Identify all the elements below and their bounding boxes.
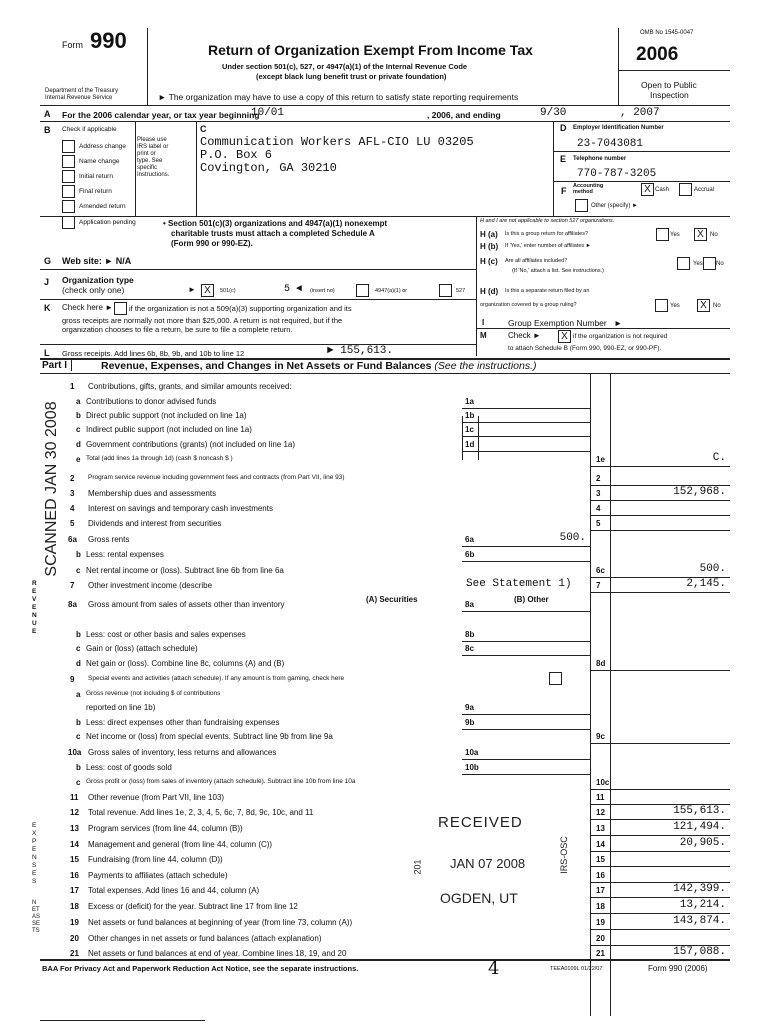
line-a-mid: , 2006, and ending — [427, 110, 501, 120]
line-description: Direct public support (not included on line 1a) — [86, 411, 247, 420]
initial-return-checkbox[interactable] — [62, 170, 75, 183]
line-amount[interactable]: 152,968. — [673, 486, 726, 498]
line-description: Program services (from line 44, column (B)) — [88, 824, 243, 833]
line-amount[interactable]: 20,905. — [679, 837, 726, 849]
other-method-label: Other (specify) ► — [591, 203, 638, 209]
section-501-text-3: (Form 990 or 990-EZ). — [171, 239, 253, 248]
received-code-right: IRS-OSC — [558, 836, 569, 874]
4947-label: 4947(a)(1) or — [375, 288, 408, 294]
line-description: Total expenses. Add lines 16 and 44, column (A) — [88, 886, 260, 895]
line-description: Net assets or fund balances at beginning of year (from line 73, column (A)) — [88, 918, 353, 927]
line-description: Less: rental expenses — [86, 550, 164, 559]
schedule-b-checkbox[interactable]: X — [558, 330, 571, 343]
ha-label: H (a) — [480, 230, 498, 239]
line-description: Less: cost or other basis and sales expenses — [86, 630, 246, 639]
line-number: a — [76, 690, 81, 699]
line-reference: 1d — [465, 440, 475, 449]
line-description: Payments to affiliates (attach schedule) — [88, 871, 228, 880]
line-number: e — [76, 455, 81, 464]
line-description: Net income or (loss) from special events. Subtract line 9b from line 9a — [86, 732, 333, 741]
line-description: reported on line 1b) — [86, 703, 156, 712]
line-number: 1 — [70, 382, 75, 391]
accounting-method-label: Accounting method — [573, 183, 604, 195]
hc-yes-checkbox[interactable] — [677, 257, 690, 270]
tax-year-end-year: , 2007 — [620, 107, 660, 119]
line-description: Net gain or (loss). Combine line 8c, columns (A) and (B) — [86, 659, 285, 668]
line-number: c — [76, 644, 81, 653]
line-amount[interactable]: C. — [712, 452, 726, 464]
line-number: 5 — [70, 519, 75, 528]
arrow-j: ► — [188, 285, 196, 294]
received-date-stamp: JAN 07 2008 — [450, 856, 526, 871]
received-stamp: RECEIVED — [438, 814, 523, 831]
organization-name: Communication Workers AFL-CIO LU 03205 — [200, 135, 474, 149]
line-description: Interest on savings and temporary cash investments — [88, 504, 273, 513]
accrual-checkbox[interactable] — [679, 183, 692, 196]
line-reference: 1c — [465, 425, 474, 434]
line-amount[interactable]: 142,399. — [673, 883, 726, 895]
org-type-sub: (check only one) — [62, 285, 125, 295]
line-description: Gross profit or (loss) from sales of inventory (attach schedule). Subtract line 10b from line 10a — [86, 778, 356, 785]
section-h-note: H and I are not applicable to section 527 organizations. — [480, 218, 615, 224]
gross-receipts-value: ► 155,613. — [327, 345, 394, 357]
part-1-label: Part I — [42, 360, 72, 371]
line-reference: 16 — [596, 871, 605, 880]
line-number: c — [76, 778, 81, 787]
line-description: Net assets or fund balances at end of year. Combine lines 18, 19, and 20 — [88, 949, 347, 958]
line-a-text: For the 2006 calendar year, or tax year beginning — [62, 110, 260, 120]
line-description: Other changes in net assets or fund balances (attach explanation) — [88, 934, 322, 943]
line-reference: 2 — [596, 474, 601, 483]
line-reference: 13 — [596, 824, 605, 833]
line-amount[interactable]: 143,874. — [673, 915, 726, 927]
line-number: 20 — [70, 934, 79, 943]
line-reference: 1a — [465, 397, 474, 406]
tax-year: 2006 — [636, 44, 679, 65]
m-text-2: if the organization is not required — [573, 333, 668, 340]
section-f-label: F — [561, 186, 567, 196]
i-label: I — [482, 318, 485, 327]
address-change-label: Address change — [79, 143, 126, 150]
line-amount[interactable]: 13,214. — [679, 899, 726, 911]
form-label: Form — [62, 40, 83, 50]
securities-column-header: (A) Securities — [366, 595, 418, 604]
line-reference: 1e — [596, 455, 605, 464]
other-method-checkbox[interactable] — [575, 199, 588, 212]
dept-line-1: Department of the Treasury — [45, 88, 119, 94]
line-number: 3 — [70, 489, 75, 498]
ha-no-label: No — [710, 232, 718, 238]
hc-no-checkbox[interactable] — [703, 257, 716, 270]
line-number: 7 — [70, 581, 75, 590]
line-description: Program service revenue including government fees and contracts (from Part VII, line 93) — [88, 474, 345, 481]
line-reference: 15 — [596, 855, 605, 864]
revenue-sidebar: REVENUE — [32, 580, 37, 635]
omb-number: OMB No 1545-0047 — [640, 30, 694, 36]
group-exemption-label: Group Exemption Number ► — [508, 318, 623, 328]
4947-checkbox[interactable] — [356, 284, 369, 297]
line-number: 12 — [70, 808, 79, 817]
hb-text: If 'Yes,' enter number of affiliates ► — [505, 243, 592, 249]
line-number: 17 — [70, 886, 79, 895]
application-pending-checkbox[interactable] — [62, 216, 75, 229]
line-number: 18 — [70, 902, 79, 911]
org-type-label: Organization type — [62, 275, 134, 285]
527-checkbox[interactable] — [439, 284, 452, 297]
line-description: Management and general (from line 44, column (C)) — [88, 840, 273, 849]
line-description: Excess or (deficit) for the year. Subtract line 17 from line 12 — [88, 902, 298, 911]
line-description: Gross sales of inventory, less returns and allowances — [88, 748, 277, 757]
phone-label: Telephone number — [573, 156, 627, 162]
name-change-checkbox[interactable] — [62, 155, 75, 168]
line-description: Dividends and interest from securities — [88, 519, 222, 528]
line-number: b — [76, 411, 81, 420]
line-number: 21 — [70, 949, 79, 958]
hd-no-checkbox[interactable]: X — [697, 299, 710, 312]
form-code: TEEA0109L 01/22/07 — [550, 966, 603, 972]
website-label: Web site: ► N/A — [62, 256, 132, 266]
line-k-text-4: organization chooses to file a return, be sure to file a complete return. — [62, 325, 293, 334]
line-reference: 18 — [596, 902, 605, 911]
line-j-label: J — [44, 277, 50, 287]
501c-number: 5 ◄ — [284, 284, 303, 295]
line-description: Other investment income (describe — [88, 581, 213, 590]
section-d-label: D — [560, 123, 567, 133]
line-amount[interactable]: 500. — [699, 563, 726, 575]
line-description: Fundraising (from line 44, column (D)) — [88, 855, 223, 864]
line-number: 15 — [70, 855, 79, 864]
final-return-label: Final return — [79, 188, 112, 195]
check-if-applicable: Check if applicable — [62, 126, 117, 133]
application-pending-label: Application pending — [79, 219, 136, 226]
ha-yes-label: Yes — [670, 232, 680, 238]
line-number: 9 — [70, 675, 75, 684]
line-reference: 8a — [465, 600, 474, 609]
ein-value: 23-7043081 — [577, 138, 644, 150]
scanned-stamp: SCANNED JAN 30 2008 — [43, 401, 60, 577]
line-number: 14 — [70, 840, 79, 849]
page-title: Return of Organization Exempt From Income Tax — [208, 42, 533, 58]
line-description: Total revenue. Add lines 1e, 2, 3, 4, 5, 6c, 7, 8d, 9c, 10c, and 11 — [88, 808, 314, 817]
hd-no-label: No — [713, 303, 721, 309]
line-amount[interactable]: 157,088. — [673, 946, 726, 958]
line-number: 11 — [70, 793, 79, 802]
527-label: 527 — [456, 288, 466, 294]
line-number: b — [76, 630, 81, 639]
received-code-left: 201 — [412, 859, 423, 875]
open-public-2: Inspection — [650, 90, 689, 100]
handwritten-page-mark: 4 — [488, 958, 500, 979]
irs-label-instructions: Please use IRS label or print or type. See specific Instructions. — [137, 137, 170, 178]
line-number: 10a — [68, 748, 82, 757]
ein-label: Employer Identification Number — [573, 125, 664, 131]
ogden-stamp: OGDEN, UT — [440, 890, 518, 906]
line-reference: 1b — [465, 411, 475, 420]
line-reference: 8c — [465, 644, 474, 653]
line-reference: 12 — [596, 808, 605, 817]
line-g-label: G — [44, 256, 52, 266]
subtitle-1: Under section 501(c), 527, or 4947(a)(1) of the Internal Revenue Code — [222, 62, 468, 71]
line-reference: 8d — [596, 659, 606, 668]
m-check-text: Check ► — [508, 331, 541, 340]
line-k-text-2: if the organization is not a 509(a)(3) supporting organization and its — [129, 304, 352, 313]
initial-return-label: Initial return — [79, 173, 113, 180]
line-description: Net rental income or (loss). Subtract line 6b from line 6a — [86, 566, 284, 575]
line-7-statement: See Statement 1) — [466, 578, 572, 590]
section-c-label: C — [200, 124, 207, 134]
line-number: c — [76, 425, 81, 434]
line-reference: 9b — [465, 718, 475, 727]
line-amount[interactable]: 500. — [559, 532, 586, 544]
open-public-1: Open to Public — [641, 80, 697, 90]
form-ref: Form 990 (2006) — [648, 964, 708, 973]
amended-return-label: Amended return — [79, 203, 126, 210]
name-change-label: Name change — [79, 158, 120, 165]
line-number: b — [76, 763, 81, 772]
cash-label: Cash — [655, 187, 670, 193]
hc-label: H (c) — [480, 257, 498, 266]
organization-address: P.O. Box 6 — [200, 148, 273, 162]
line-description: Less: direct expenses other than fundraising expenses — [86, 718, 280, 727]
line-reference: 21 — [596, 949, 605, 958]
line-reference: 4 — [596, 504, 601, 513]
line-number: 8a — [68, 600, 77, 609]
line-reference: 6a — [465, 535, 474, 544]
ha-text: Is this a group return for affiliates? — [505, 231, 589, 237]
line-reference: 19 — [596, 918, 605, 927]
final-return-checkbox[interactable] — [62, 185, 75, 198]
line-description: Indirect public support (not included on line 1a) — [86, 425, 252, 434]
line-number: d — [76, 659, 81, 668]
line-reference: 9a — [465, 703, 474, 712]
hd-text-2: organization covered by a group ruling? — [480, 302, 577, 308]
ha-no-checkbox[interactable]: X — [694, 228, 707, 241]
address-change-checkbox[interactable] — [62, 140, 75, 153]
line-reference: 20 — [596, 934, 605, 943]
line-reference: 17 — [596, 886, 605, 895]
accrual-label: Accrual — [694, 187, 715, 193]
hc-note: (If 'No,' attach a list. See instructions.) — [512, 268, 604, 274]
hb-label: H (b) — [480, 242, 499, 251]
line-reference: 3 — [596, 489, 601, 498]
section-501-text-1: • Section 501(c)(3) organizations and 4947(a)(1) nonexempt — [163, 219, 388, 228]
ha-yes-checkbox[interactable] — [656, 228, 669, 241]
part-1-instructions: (See the instructions.) — [434, 360, 537, 372]
line-amount[interactable]: 121,494. — [673, 821, 726, 833]
line-number: 13 — [70, 824, 79, 833]
organization-city: Covington, GA 30210 — [200, 161, 337, 175]
line-number: b — [76, 718, 81, 727]
line-amount[interactable]: 2,145. — [686, 578, 726, 590]
tax-year-begin: 10/01 — [251, 107, 285, 119]
part-1-title: Revenue, Expenses, and Changes in Net Assets or Fund Balances (See the instructions.) — [101, 360, 537, 372]
dept-line-2: Internal Revenue Service — [45, 95, 113, 101]
line-k-text-3: gross receipts are normally not more than $25,000. A return is not required, but if the — [62, 316, 343, 325]
net-assets-sidebar: NET ASSETS — [32, 900, 41, 934]
line-number: 6a — [68, 535, 77, 544]
line-reference: 5 — [596, 519, 601, 528]
line-number: b — [76, 550, 81, 559]
other-column-header: (B) Other — [514, 595, 549, 604]
line-description: Other revenue (from Part VII, line 103) — [88, 793, 225, 802]
line-number: d — [76, 440, 81, 449]
line-k-check: Check here ► — [62, 303, 114, 312]
line-description: Contributions, gifts, grants, and similar amounts received: — [88, 382, 292, 391]
line-number: a — [76, 397, 81, 406]
hc-no-label: No — [716, 261, 724, 267]
line-description: Total (add lines 1a through 1d) (cash $ noncash $ ) — [86, 455, 233, 462]
insert-no-label: (insert no) — [310, 288, 335, 294]
expenses-sidebar: EXPENSES — [32, 822, 37, 885]
line-reference: 14 — [596, 840, 605, 849]
501c-checkbox[interactable]: X — [201, 284, 214, 297]
baa-notice: BAA For Privacy Act and Paperwork Reduction Act Notice, see the separate instructions. — [42, 964, 359, 973]
line-reference: 10b — [465, 763, 479, 772]
m-label: M — [480, 331, 487, 340]
line-number: 19 — [70, 918, 79, 927]
line-reference: 8b — [465, 630, 475, 639]
gross-receipts-label: Gross receipts. Add lines 6b, 8b, 9b, and 10b to line 12 — [62, 349, 245, 358]
hd-label: H (d) — [480, 287, 499, 296]
line-reference: 10a — [465, 748, 479, 757]
section-501-text-2: charitable trusts must attach a completed Schedule A — [171, 229, 375, 238]
line-number: 16 — [70, 871, 79, 880]
line-reference: 10c — [596, 778, 610, 787]
line-description: Contributions to donor advised funds — [86, 397, 217, 406]
hc-text: Are all affiliates included? — [505, 258, 568, 264]
hc-yes-label: Yes — [693, 261, 703, 267]
hd-yes-checkbox[interactable] — [655, 299, 668, 312]
line-description: Gross rents — [88, 535, 130, 544]
line-reference: 6c — [596, 566, 605, 575]
line-reference: 6b — [465, 550, 475, 559]
line-k-label: K — [44, 303, 51, 313]
line-description: Gross amount from sales of assets other than inventory — [88, 600, 285, 609]
cash-checkbox[interactable]: X — [641, 183, 654, 196]
line-number: c — [76, 732, 81, 741]
line-l-label: L — [44, 348, 50, 358]
hd-yes-label: Yes — [670, 303, 680, 309]
line-number: 4 — [70, 504, 75, 513]
hd-text-1: Is this a separate return filed by an — [505, 288, 590, 294]
501c-label: 501(c) — [220, 288, 236, 294]
m-text-3: to attach Schedule B (Form 990, 990-EZ, or 990-PF). — [508, 345, 662, 352]
line-number: c — [76, 566, 81, 575]
notice-text: ► The organization may have to use a copy of this return to satisfy state reporting requirements — [158, 92, 519, 102]
form-number: 990 — [90, 28, 127, 53]
gaming-checkbox[interactable] — [549, 672, 562, 685]
line-reference: 7 — [596, 581, 601, 590]
line-description: Special events and activities (attach schedule). If any amount is from gaming, check here — [88, 675, 345, 682]
section-e-label: E — [560, 154, 567, 164]
509a3-checkbox[interactable] — [114, 302, 127, 315]
line-description: Gain or (loss) (attach schedule) — [86, 644, 198, 653]
phone-value: 770-787-3205 — [577, 168, 657, 180]
line-description: Government contributions (grants) (not included on line 1a) — [86, 440, 295, 449]
line-description: Gross revenue (not including $ of contributions — [86, 690, 221, 697]
line-reference: 9c — [596, 732, 605, 741]
line-description: Membership dues and assessments — [88, 489, 217, 498]
tax-year-end: 9/30 — [540, 107, 567, 119]
line-reference: 11 — [596, 793, 605, 802]
line-a-label: A — [44, 109, 51, 119]
line-number: 2 — [70, 474, 75, 483]
line-amount[interactable]: 155,613. — [673, 805, 726, 817]
section-b-label: B — [44, 125, 51, 135]
line-description: Less: cost of goods sold — [86, 763, 172, 772]
amended-return-checkbox[interactable] — [62, 200, 75, 213]
subtitle-2: (except black lung benefit trust or private foundation) — [256, 72, 447, 81]
